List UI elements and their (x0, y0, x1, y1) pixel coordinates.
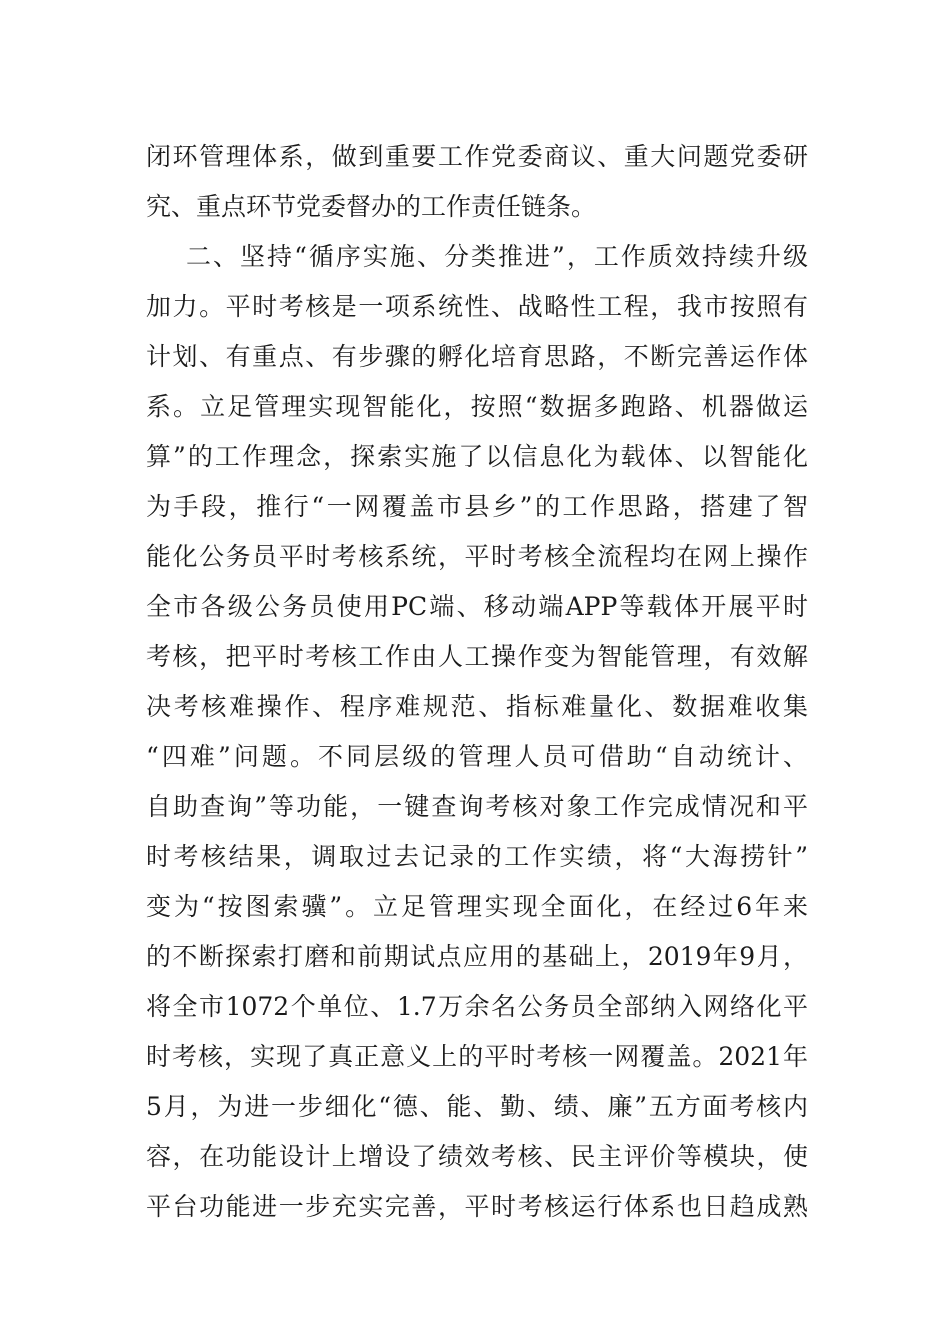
paragraph-start-line: 二、坚持“循序实施、分类推进”，工作质效持续升级 (186, 242, 808, 271)
text-line: 加力。平时考核是一项系统性、战略性工程，我市按照有 (146, 292, 808, 321)
text-line: 将全市1072个单位、1.7万余名公务员全部纳入网络化平 (146, 992, 808, 1021)
text-line: “四难”问题。不同层级的管理人员可借助“自动统计、 (146, 742, 808, 771)
text-line: 决考核难操作、程序难规范、指标难量化、数据难收集 (146, 692, 808, 721)
text-line: 自助查询”等功能，一键查询考核对象工作完成情况和平 (146, 792, 808, 821)
text-line: 算”的工作理念，探索实施了以信息化为载体、以智能化 (146, 442, 808, 471)
text-line: 闭环管理体系，做到重要工作党委商议、重大问题党委研 (146, 142, 808, 171)
text-line: 容，在功能设计上增设了绩效考核、民主评价等模块，使 (146, 1142, 808, 1171)
text-line: 的不断探索打磨和前期试点应用的基础上，2019年9月， (146, 942, 808, 971)
text-line: 能化公务员平时考核系统，平时考核全流程均在网上操作 (146, 542, 808, 571)
text-line: 系。立足管理实现智能化，按照“数据多跑路、机器做运 (146, 392, 808, 421)
text-line: 全市各级公务员使用PC端、移动端APP等载体开展平时 (146, 592, 808, 621)
body-text (146, 132, 808, 1232)
text-line: 平台功能进一步充实完善，平时考核运行体系也日趋成熟 (146, 1192, 808, 1221)
text-line: 时考核结果，调取过去记录的工作实绩，将“大海捞针” (146, 842, 808, 871)
text-line: 5月，为进一步细化“德、能、勤、绩、廉”五方面考核内 (146, 1092, 808, 1121)
text-line: 时考核，实现了真正意义上的平时考核一网覆盖。2021年 (146, 1042, 808, 1071)
text-line: 变为“按图索骥”。立足管理实现全面化，在经过6年来 (146, 892, 808, 921)
text-line: 究、重点环节党委督办的工作责任链条。 (146, 192, 597, 221)
text-line: 为手段，推行“一网覆盖市县乡”的工作思路，搭建了智 (146, 492, 808, 521)
text-line: 考核，把平时考核工作由人工操作变为智能管理，有效解 (146, 642, 808, 671)
text-line: 计划、有重点、有步骤的孵化培育思路，不断完善运作体 (146, 342, 808, 371)
